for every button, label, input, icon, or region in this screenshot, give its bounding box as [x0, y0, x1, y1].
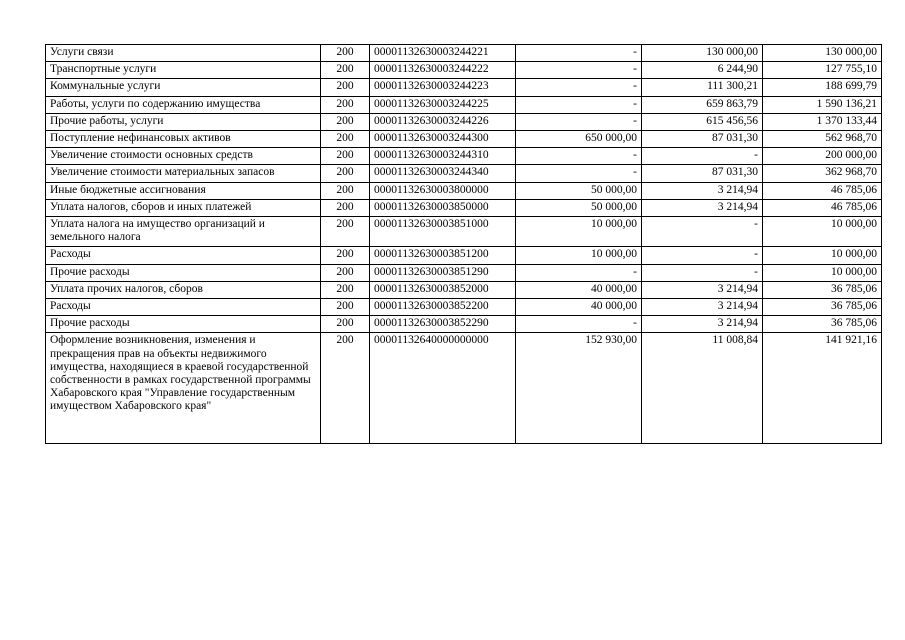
table-row: [46, 45, 882, 62]
cell-line-code: 200: [321, 96, 370, 113]
table-row: [46, 316, 882, 333]
cell-approved: -: [516, 148, 642, 165]
table-row: [46, 299, 882, 316]
cell-budget-code: 00001132630003244225: [370, 96, 516, 113]
cell-budget-code: 00001132630003851290: [370, 264, 516, 281]
cell-line-code: 200: [321, 281, 370, 298]
cell-approved: -: [516, 79, 642, 96]
cell-executed: -: [642, 264, 763, 281]
cell-line-code: 200: [321, 131, 370, 148]
cell-approved: -: [516, 62, 642, 79]
cell-budget-code: 00001132630003800000: [370, 182, 516, 199]
cell-name: Транспортные услуги: [46, 62, 321, 79]
cell-executed: 3 214,94: [642, 199, 763, 216]
cell-name: Уплата налогов, сборов и иных платежей: [46, 199, 321, 216]
cell-approved: -: [516, 45, 642, 62]
cell-name: Прочие расходы: [46, 264, 321, 281]
table-row: [46, 62, 882, 79]
cell-line-code: 200: [321, 113, 370, 130]
cell-line-code: 200: [321, 264, 370, 281]
cell-unexecuted: 130 000,00: [763, 45, 882, 62]
cell-executed: -: [642, 148, 763, 165]
cell-line-code: 200: [321, 79, 370, 96]
cell-budget-code: 00001132630003851000: [370, 217, 516, 247]
table-row: [46, 79, 882, 96]
cell-unexecuted: 188 699,79: [763, 79, 882, 96]
cell-approved: 40 000,00: [516, 299, 642, 316]
table-row: [46, 217, 882, 247]
cell-approved: 50 000,00: [516, 182, 642, 199]
cell-executed: 615 456,56: [642, 113, 763, 130]
cell-name: Прочие работы, услуги: [46, 113, 321, 130]
cell-line-code: 200: [321, 182, 370, 199]
cell-name: Поступление нефинансовых активов: [46, 131, 321, 148]
cell-executed: 659 863,79: [642, 96, 763, 113]
cell-name: Услуги связи: [46, 45, 321, 62]
cell-executed: 130 000,00: [642, 45, 763, 62]
cell-executed: 87 031,30: [642, 165, 763, 182]
table-row: [46, 148, 882, 165]
cell-approved: -: [516, 165, 642, 182]
cell-approved: 10 000,00: [516, 247, 642, 264]
cell-line-code: 200: [321, 148, 370, 165]
cell-line-code: 200: [321, 333, 370, 444]
cell-name: Расходы: [46, 299, 321, 316]
table-row: [46, 247, 882, 264]
cell-budget-code: 00001132630003852200: [370, 299, 516, 316]
table-row: [46, 165, 882, 182]
table-row: [46, 264, 882, 281]
table-row: [46, 182, 882, 199]
cell-budget-code: 00001132630003852000: [370, 281, 516, 298]
table-row: [46, 333, 882, 444]
table-row: [46, 113, 882, 130]
cell-name: Иные бюджетные ассигнования: [46, 182, 321, 199]
cell-budget-code: 00001132630003244223: [370, 79, 516, 96]
cell-executed: 3 214,94: [642, 182, 763, 199]
cell-budget-code: 00001132640000000000: [370, 333, 516, 444]
cell-budget-code: 00001132630003244226: [370, 113, 516, 130]
cell-name: Оформление возникновения, изменения и прекращения прав на объекты недвижимого имущества, находящиеся в краевой государственной собственности в рамках государственной программы Хабаровского края "Управление государственным имуществом Хабаровского края": [46, 333, 321, 444]
cell-approved: 40 000,00: [516, 281, 642, 298]
cell-budget-code: 00001132630003851200: [370, 247, 516, 264]
cell-unexecuted: 200 000,00: [763, 148, 882, 165]
cell-unexecuted: 10 000,00: [763, 247, 882, 264]
cell-executed: 6 244,90: [642, 62, 763, 79]
cell-unexecuted: 362 968,70: [763, 165, 882, 182]
cell-line-code: 200: [321, 299, 370, 316]
cell-unexecuted: 36 785,06: [763, 316, 882, 333]
table-body: [46, 45, 882, 444]
cell-approved: 50 000,00: [516, 199, 642, 216]
cell-line-code: 200: [321, 316, 370, 333]
cell-executed: 87 031,30: [642, 131, 763, 148]
cell-name: Увеличение стоимости материальных запасов: [46, 165, 321, 182]
cell-approved: 10 000,00: [516, 217, 642, 247]
cell-budget-code: 00001132630003244310: [370, 148, 516, 165]
cell-unexecuted: 36 785,06: [763, 299, 882, 316]
table-row: [46, 199, 882, 216]
cell-budget-code: 00001132630003244340: [370, 165, 516, 182]
cell-name: Уплата прочих налогов, сборов: [46, 281, 321, 298]
cell-unexecuted: 10 000,00: [763, 264, 882, 281]
cell-unexecuted: 562 968,70: [763, 131, 882, 148]
cell-name: Увеличение стоимости основных средств: [46, 148, 321, 165]
cell-approved: 152 930,00: [516, 333, 642, 444]
cell-unexecuted: 127 755,10: [763, 62, 882, 79]
cell-name: Расходы: [46, 247, 321, 264]
cell-line-code: 200: [321, 45, 370, 62]
cell-name: Работы, услуги по содержанию имущества: [46, 96, 321, 113]
cell-approved: -: [516, 96, 642, 113]
cell-line-code: 200: [321, 247, 370, 264]
cell-executed: -: [642, 217, 763, 247]
cell-approved: -: [516, 264, 642, 281]
cell-name: Уплата налога на имущество организаций и земельного налога: [46, 217, 321, 247]
cell-line-code: 200: [321, 199, 370, 216]
cell-approved: 650 000,00: [516, 131, 642, 148]
cell-line-code: 200: [321, 62, 370, 79]
cell-name: Коммунальные услуги: [46, 79, 321, 96]
cell-unexecuted: 46 785,06: [763, 182, 882, 199]
cell-executed: 3 214,94: [642, 299, 763, 316]
budget-execution-table: [45, 44, 882, 444]
table-row: [46, 96, 882, 113]
cell-unexecuted: 141 921,16: [763, 333, 882, 444]
cell-executed: 3 214,94: [642, 281, 763, 298]
cell-budget-code: 00001132630003244300: [370, 131, 516, 148]
cell-unexecuted: 1 590 136,21: [763, 96, 882, 113]
table-row: [46, 281, 882, 298]
table-row: [46, 131, 882, 148]
cell-approved: -: [516, 113, 642, 130]
cell-executed: 3 214,94: [642, 316, 763, 333]
cell-unexecuted: 36 785,06: [763, 281, 882, 298]
cell-line-code: 200: [321, 217, 370, 247]
cell-unexecuted: 10 000,00: [763, 217, 882, 247]
cell-budget-code: 00001132630003850000: [370, 199, 516, 216]
cell-executed: 11 008,84: [642, 333, 763, 444]
cell-budget-code: 00001132630003244221: [370, 45, 516, 62]
cell-budget-code: 00001132630003852290: [370, 316, 516, 333]
cell-unexecuted: 46 785,06: [763, 199, 882, 216]
cell-approved: -: [516, 316, 642, 333]
cell-executed: -: [642, 247, 763, 264]
cell-name: Прочие расходы: [46, 316, 321, 333]
cell-budget-code: 00001132630003244222: [370, 62, 516, 79]
cell-line-code: 200: [321, 165, 370, 182]
cell-executed: 111 300,21: [642, 79, 763, 96]
cell-unexecuted: 1 370 133,44: [763, 113, 882, 130]
